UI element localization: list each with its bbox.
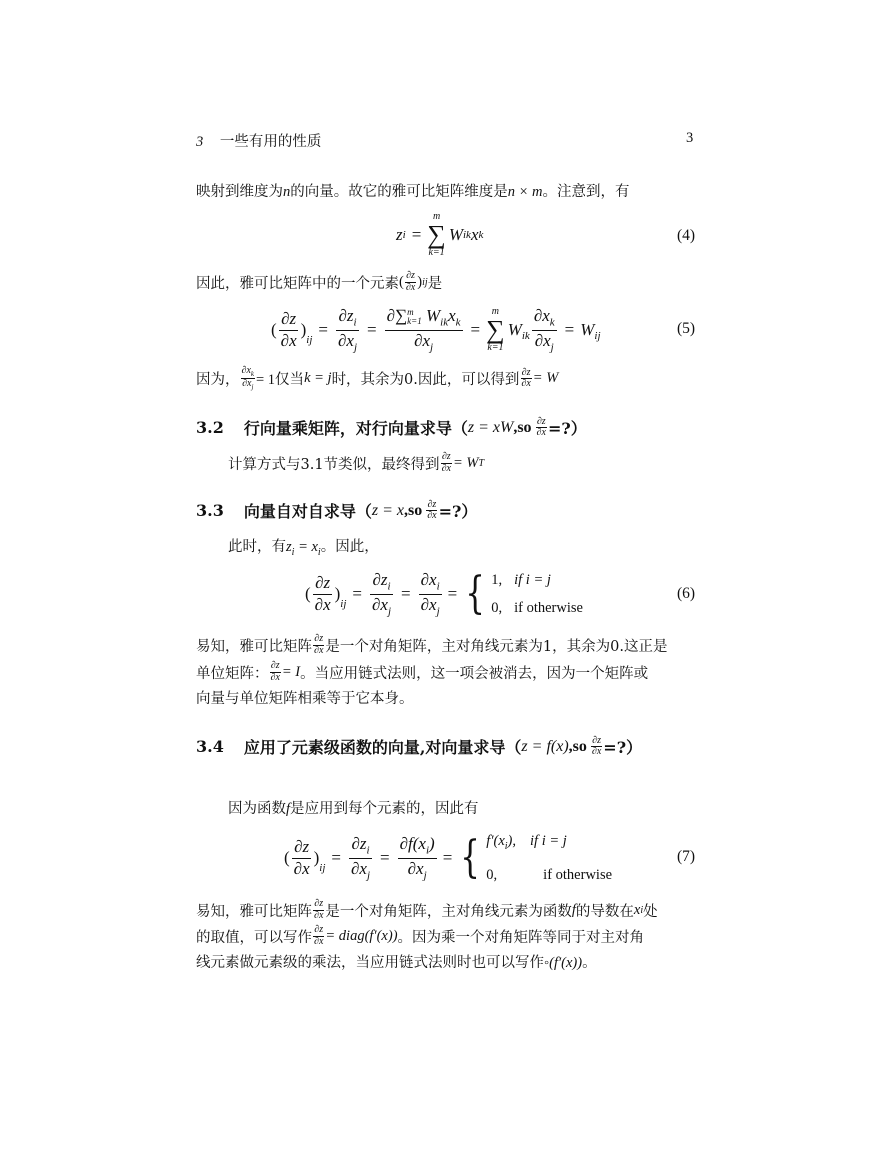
text: 易知，雅可比矩阵 — [196, 903, 312, 920]
text: ), — [507, 833, 517, 850]
denominator: ∂x — [280, 330, 297, 350]
math-var: z — [396, 225, 403, 244]
sum-upper: m — [491, 306, 500, 317]
text: =?） — [603, 738, 643, 757]
text: 的导数在 — [575, 903, 634, 920]
case-value: f′(x — [486, 833, 505, 850]
section-heading-3-2 — [196, 416, 587, 439]
equation-6: ( $\frac{\partial z}{\partial x}$ ) $_{ij}$ = $\frac{\partial z_i}{\partial x_j}$ = $\frac{\partial x_i}{\partial x_j}$ = { 1, if i = j 0, if otherwise — [305, 566, 583, 622]
paragraph-identity-line-1 — [196, 634, 667, 656]
case-condition: if i = j — [530, 833, 567, 850]
equation-7: ( $\frac{\partial z}{\partial x}$ ) $_{ij}$ = $\frac{\partial z_i}{\partial x_j}$ = $\frac{\partial f(x_i)}{\partial x_j}$ = { $f'(x_i)$, if i = j 0, if otherwise — [284, 830, 612, 886]
text: 映射到维度为 — [196, 184, 283, 200]
paragraph-final-line-3 — [196, 951, 597, 972]
text: ) — [429, 834, 435, 854]
math-sub: i — [317, 546, 321, 558]
summation — [427, 212, 446, 258]
text: 的取值，可以写作 — [196, 929, 312, 946]
text: ,so — [403, 501, 423, 519]
inline-fraction: $\frac{\partial z}{\partial x}$ — [536, 415, 546, 438]
text: 因为函数 — [228, 801, 286, 817]
math-var: W — [507, 320, 522, 339]
math-sub: i — [402, 229, 406, 241]
equation-4 — [396, 212, 483, 258]
numerator: ∂x — [533, 306, 550, 326]
case-value: 0, — [486, 866, 498, 883]
sigma-icon: ∑ — [427, 220, 446, 249]
text: 因为， — [196, 372, 240, 389]
inline-fraction: $\frac{\partial z}{\partial x}$ — [270, 660, 280, 683]
header-section-title: 一些有用的性质 — [219, 134, 322, 150]
inline-fraction: $\frac{\partial z}{\partial x}$ — [314, 924, 324, 947]
inline-fraction: $\frac{\partial z}{\partial x}$ — [427, 498, 437, 521]
equation-number-5: (5) — [677, 320, 696, 337]
case-condition: if i = j — [514, 572, 551, 588]
paragraph-3-2 — [228, 452, 484, 474]
paragraph-final-line-2 — [196, 925, 644, 947]
math-expr: z = f(x) — [521, 737, 569, 755]
denominator: ∂x — [242, 378, 252, 390]
equation-number-6: (6) — [677, 585, 696, 602]
text: 。注意到，有 — [542, 184, 630, 200]
paragraph-3-3 — [228, 535, 379, 558]
math-var: x — [448, 306, 456, 326]
math-sub: k — [455, 316, 461, 329]
text: 易知，雅可比矩阵 — [196, 638, 312, 655]
math-var: x — [633, 901, 641, 918]
fraction — [385, 307, 463, 353]
equals-sign: = — [411, 225, 422, 244]
sum-lower: k=1 — [407, 316, 422, 327]
math-sub: i — [353, 316, 357, 329]
math-expr: = diag(f′(x)) — [325, 927, 398, 944]
math-expr: = W — [452, 454, 479, 471]
numerator: ∂f(x — [399, 834, 426, 854]
fraction: $\frac{\partial f(x_i)}{\partial x_j}$ — [399, 834, 435, 881]
sum-upper: m — [432, 211, 441, 222]
section-number: 3.2 — [196, 418, 224, 437]
math-sub: k — [549, 316, 555, 329]
denominator: ∂x — [534, 330, 551, 350]
math-expr: n × m — [507, 184, 543, 200]
math-expr: = W — [532, 370, 559, 387]
running-header — [196, 130, 321, 151]
fraction — [336, 307, 359, 353]
math-sub: j — [353, 340, 358, 353]
text: 时，其余为0.因此，可以得到 — [331, 372, 520, 389]
paragraph-because — [196, 366, 558, 392]
inline-fraction: $\frac{\partial z}{\partial x}$ — [521, 366, 531, 390]
math-var: W — [425, 306, 441, 326]
inline-fraction: $\frac{\partial z}{\partial x}$ — [314, 898, 324, 921]
numerator: ∂∑ — [386, 306, 408, 326]
inline-fraction — [241, 366, 256, 392]
section-title: 应用了元素级函数的向量,对向量求导（ — [243, 738, 522, 757]
paragraph-element: 因此，雅可比矩阵中的一个元素 ( $\frac{\partial z}{\partial x}$ ) ij 是 — [196, 270, 443, 293]
header-section-number: 3 — [196, 134, 204, 150]
cases — [486, 827, 612, 889]
inline-fraction: $\frac{\partial z}{\partial x}$ — [441, 451, 451, 474]
sigma-icon: ∑ — [486, 315, 505, 344]
section-heading-3-4 — [196, 735, 642, 758]
equation-5: ( $\frac{\partial z}{\partial x}$ ) $_{ij}$ = $\frac{\partial z_i}{\partial x_j}$ = ∂∑ m k=1 $W_{ik}x_k$ $\partial x_j$ = m ∑ k=1 W $_{ik}$ $\frac{\partial x_k}{\partial x_j}$ = W $_{ij}$ — [271, 306, 601, 353]
math-expr: k = j — [304, 370, 332, 387]
text: 是应用到每个元素的，因此有 — [290, 801, 479, 817]
math-sub: ik — [521, 330, 530, 342]
math-sub: i — [425, 844, 430, 857]
math-sub: i — [640, 904, 644, 916]
denominator: ∂x — [414, 330, 431, 350]
denominator: ∂x — [405, 281, 416, 293]
left-brace-icon: { — [460, 832, 481, 883]
sum-upper: m — [407, 307, 414, 318]
math-sub: ik — [463, 229, 471, 241]
math-sub: i — [291, 546, 295, 558]
math-var: W — [580, 320, 595, 339]
paragraph-intro — [196, 180, 630, 201]
case-value: 0, — [491, 600, 503, 616]
inline-fraction: $\frac{\partial z}{\partial x}$ — [314, 633, 324, 656]
text: 线元素做元素级的乘法，当应用链式法则时也可以写作 — [196, 955, 544, 971]
section-number: 3.3 — [196, 501, 224, 520]
page-number: 3 — [686, 130, 694, 146]
text: 。 — [582, 955, 597, 971]
case-value: 1, — [491, 572, 503, 588]
numerator: ∂z — [406, 270, 415, 281]
case-condition: if otherwise — [514, 600, 583, 616]
math-expr: z = x — [371, 501, 404, 519]
text: 是 — [427, 275, 443, 292]
text: 的向量。故它的雅可比矩阵维度是 — [290, 184, 508, 200]
text: 。因为乘一个对角矩阵等同于对主对角 — [397, 929, 645, 946]
text: 处 — [643, 903, 658, 920]
text: 计算方式与3.1节类似，最终得到 — [228, 456, 440, 473]
summation — [486, 307, 505, 353]
numerator: ∂z — [338, 306, 354, 326]
cases — [491, 566, 583, 622]
equation-number-7: (7) — [677, 848, 696, 865]
math-expr: ◦(f′(x)) — [544, 955, 583, 971]
paragraph-identity-line-3: 向量与单位矩阵相乘等于它本身。 — [196, 691, 414, 707]
text: 单位矩阵： — [196, 665, 269, 682]
math-sub: i — [504, 840, 508, 852]
section-title: 行向量乘矩阵，对行向量求导（ — [243, 419, 468, 438]
section-title: 向量自对自求导（ — [243, 502, 372, 521]
math-sub: j — [251, 383, 254, 392]
math-var: W — [448, 225, 463, 244]
left-brace-icon: { — [465, 568, 486, 619]
text: 是一个对角矩阵，主对角线元素为1，其余为0.这正是 — [325, 638, 668, 655]
text: 。因此， — [320, 539, 379, 555]
math-var: f — [571, 901, 576, 918]
paragraph-final-line-1 — [196, 899, 658, 921]
text: 此时，有 — [228, 539, 286, 555]
math-var: n — [283, 184, 291, 200]
paragraph-3-4 — [228, 797, 479, 818]
case-condition: if otherwise — [543, 866, 613, 883]
numerator: ∂z — [279, 310, 298, 331]
inline-fraction — [405, 271, 416, 293]
denominator: ∂x — [338, 330, 354, 350]
math-expr: = x — [294, 539, 318, 555]
text: =?） — [547, 419, 587, 438]
math-expr: = I — [281, 663, 301, 680]
sum-lower: k=1 — [487, 342, 504, 353]
math-sup: T — [478, 457, 485, 469]
inline-fraction: $\frac{\partial z}{\partial x}$ — [591, 734, 602, 757]
fraction — [279, 310, 299, 350]
math-sub: ij — [306, 334, 313, 346]
text: 是一个对角矩阵，主对角线元素为函数 — [325, 903, 572, 920]
sum-lower: k=1 — [428, 247, 445, 258]
text: 因此，雅可比矩阵中的一个元素 — [196, 275, 399, 292]
math-var: z — [286, 539, 292, 555]
text: =?） — [438, 502, 478, 521]
math-expr: z = xW — [467, 418, 514, 436]
section-number: 3.4 — [196, 737, 224, 756]
numerator: ∂x — [241, 365, 251, 376]
text: ,so — [568, 737, 587, 755]
text: = 1仅当 — [256, 372, 305, 389]
equation-number-4: (4) — [677, 227, 696, 244]
math-var: f — [286, 801, 291, 817]
math-var: x — [470, 225, 479, 244]
section-heading-3-3 — [196, 499, 477, 522]
math-sub: ik — [440, 316, 449, 329]
math-sub: ij — [422, 276, 428, 288]
math-sub: j — [550, 340, 554, 353]
text: ,so — [513, 418, 532, 436]
math-sub: ij — [594, 330, 601, 342]
fraction — [532, 307, 557, 353]
text: 。当应用链式法则，这一项会被消去，因为一个矩阵或 — [300, 665, 649, 682]
paragraph-identity-line-2 — [196, 661, 648, 683]
math-sub: k — [478, 229, 484, 241]
math-sub: j — [430, 340, 434, 353]
math-sub: k — [250, 370, 254, 378]
